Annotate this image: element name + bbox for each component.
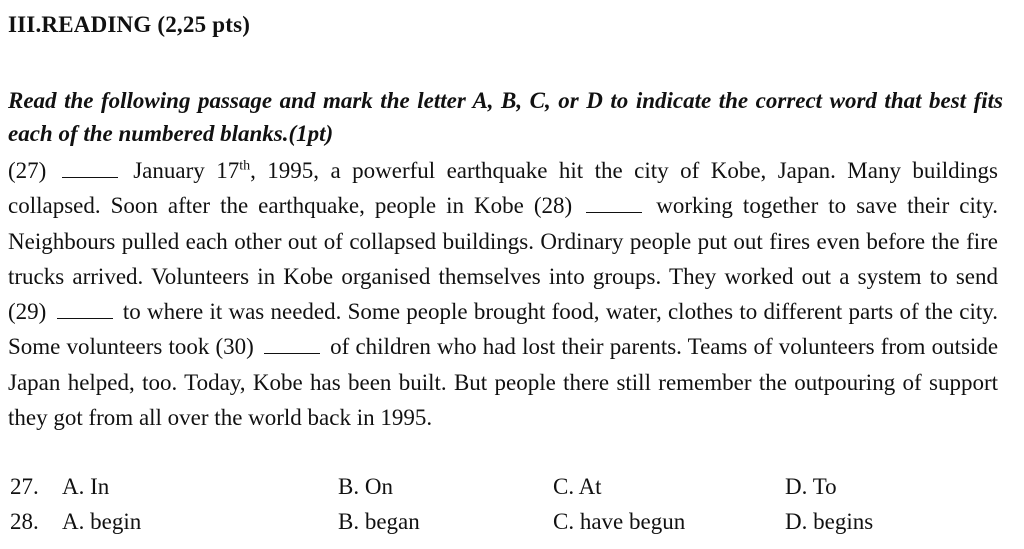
blank-27 bbox=[62, 159, 118, 178]
ordinal-superscript: th bbox=[239, 158, 251, 174]
question-number: 28. bbox=[10, 509, 39, 534]
passage-segment-5: of children who had lost their parents. Teams of volunteers from outside Japan helped, too. Today, Kobe has been built. But people there still remember the outpouring of support they got from all over the world back in 1995. bbox=[8, 334, 999, 431]
blank-27-number: (27) bbox=[8, 158, 47, 183]
passage-segment-4: to where it was needed. Some people brought food, water, clothes to different parts of the city. Some volunteers took (30) bbox=[8, 299, 999, 360]
option-d: D. To bbox=[785, 474, 837, 499]
blank-29 bbox=[57, 300, 113, 319]
blank-28 bbox=[586, 194, 642, 213]
option-c: C. have begun bbox=[553, 509, 686, 534]
instruction-text: Read the following passage and mark the letter A, B, C, or D to indicate the correct word that best fits each of the numbered blanks.(1pt) bbox=[8, 88, 1003, 146]
passage-segment-3: working together to save their city. Neighbours pulled each other out of collapsed buildings. Ordinary people put out fires even before the fire trucks arrived. Volunteers in Kobe organised themselves into groups. They worked out a system to send (29) bbox=[8, 193, 998, 325]
option-a: A. In bbox=[62, 474, 110, 499]
passage-segment-1: January 17 bbox=[133, 158, 240, 183]
blank-30 bbox=[264, 335, 320, 354]
option-b: B. began bbox=[338, 509, 420, 534]
reading-passage bbox=[8, 153, 998, 435]
question-row-27 bbox=[0, 474, 1024, 506]
option-b: B. On bbox=[338, 474, 393, 499]
section-heading: III.READING (2,25 pts) bbox=[8, 12, 251, 37]
passage-segment-2: , 1995, a powerful earthquake hit the city of Kobe, Japan. Many buildings collapsed. Soon after the earthquake, people in Kobe (28) bbox=[8, 158, 999, 219]
question-row-28 bbox=[0, 509, 1024, 541]
option-a: A. begin bbox=[62, 509, 142, 534]
question-number: 27. bbox=[10, 474, 39, 499]
option-c: C. At bbox=[553, 474, 602, 499]
option-d: D. begins bbox=[785, 509, 874, 534]
